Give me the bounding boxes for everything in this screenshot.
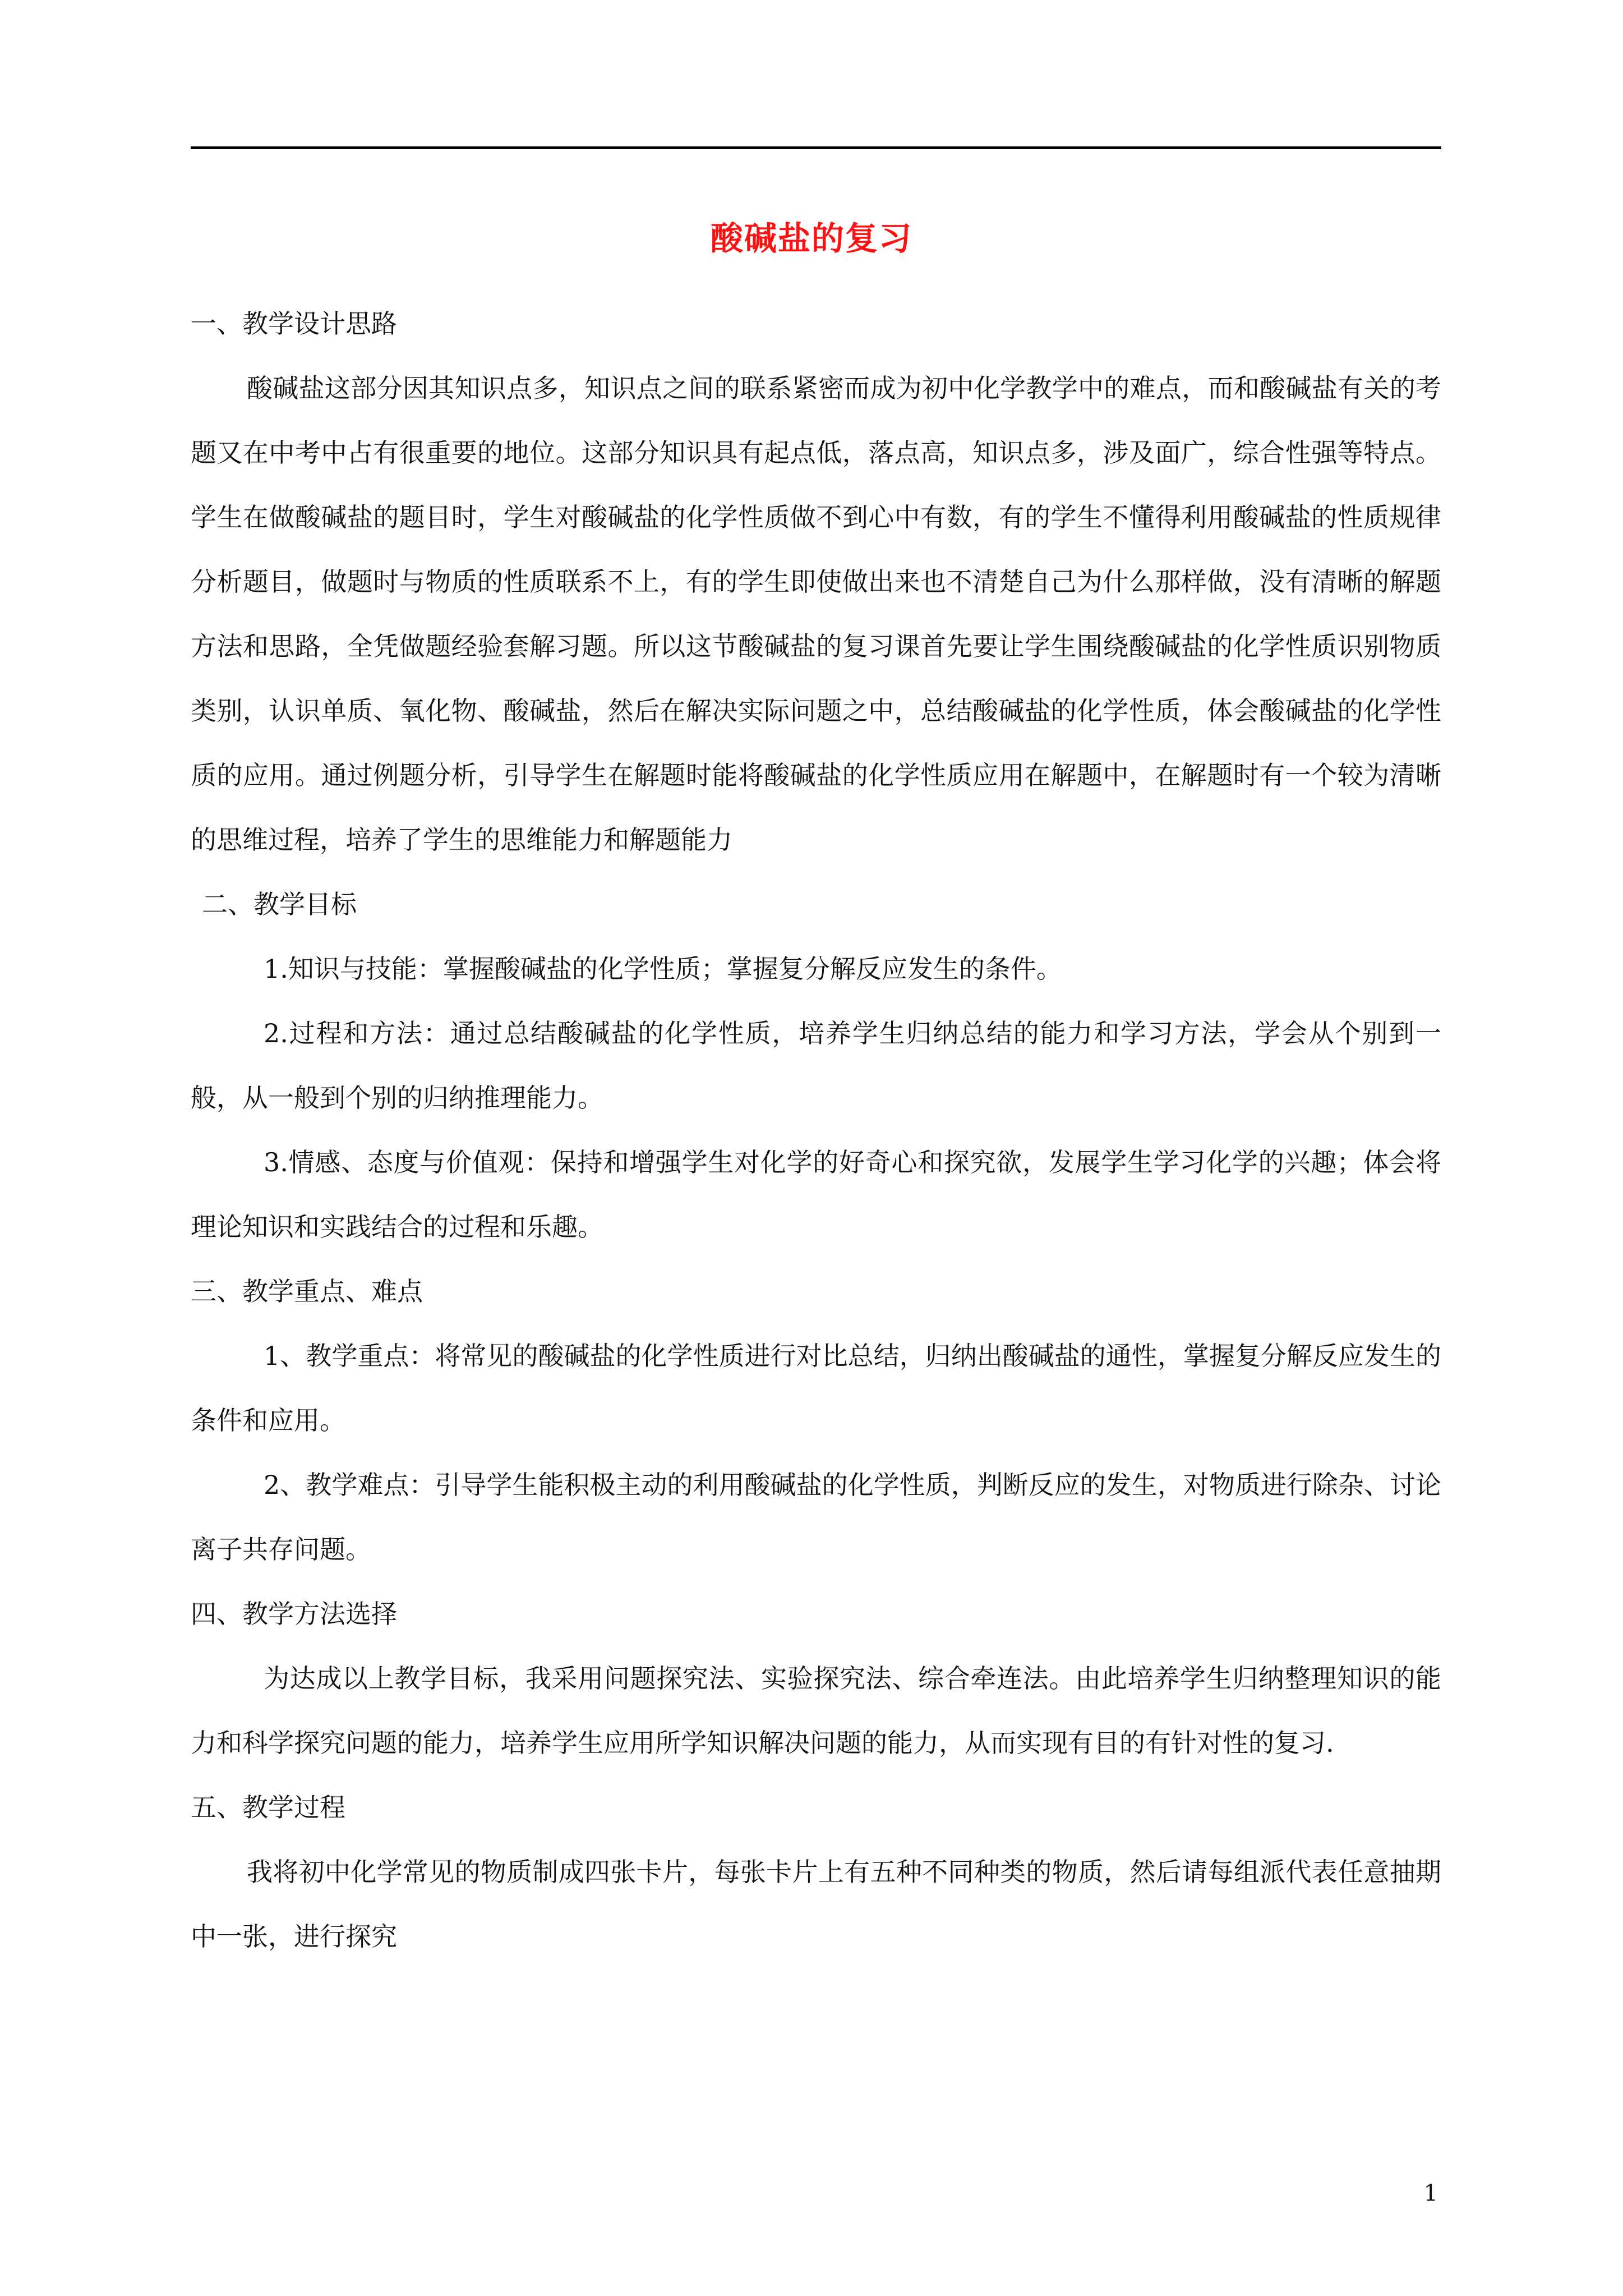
section-teaching-methods <box>191 1582 1441 1775</box>
section-teaching-goals <box>191 872 1441 1259</box>
section-heading: 一、教学设计思路 <box>191 309 397 339</box>
section-heading: 四、教学方法选择 <box>191 1599 397 1629</box>
paragraph: 3.情感、态度与价值观：保持和增强学生对化学的好奇心和探究欲，发展学生学习化学的兴趣；体会将理论知识和实践结合的过程和乐趣。 <box>191 1147 1441 1242</box>
document-body <box>191 292 1441 1969</box>
paragraph: 2、教学难点：引导学生能积极主动的利用酸碱盐的化学性质，判断反应的发生，对物质进行除杂、讨论离子共存问题。 <box>191 1470 1441 1565</box>
paragraph: 1.知识与技能：掌握酸碱盐的化学性质；掌握复分解反应发生的条件。 <box>264 954 1062 984</box>
paragraph: 为达成以上教学目标，我采用问题探究法、实验探究法、综合牵连法。由此培养学生归纳整理知识的能力和科学探究问题的能力，培养学生应用所学知识解决问题的能力，从而实现有目的有针对性的复习. <box>191 1663 1441 1758</box>
document-title: 酸碱盐的复习 <box>710 219 912 257</box>
section-heading: 五、教学过程 <box>191 1792 345 1823</box>
paragraph: 酸碱盐这部分因其知识点多，知识点之间的联系紧密而成为初中化学教学中的难点，而和酸碱盐有关的考题又在中考中占有很重要的地位。这部分知识具有起点低，落点高，知识点多，涉及面广，综合性强等特点。学生在做酸碱盐的题目时，学生对酸碱盐的化学性质做不到心中有数，有的学生不懂得利用酸碱盐的性质规律分析题目，做题时与物质的性质联系不上，有的学生即使做出来也不清楚自己为什么那样做，没有清晰的解题方法和思路，全凭做题经验套解习题。所以这节酸碱盐的复习课首先要让学生围绕酸碱盐的化学性质识别物质类别，认识单质、氧化物、酸碱盐，然后在解决实际问题之中，总结酸碱盐的化学性质，体会酸碱盐的化学性质的应用。通过例题分析，引导学生在解题时能将酸碱盐的化学性质应用在解题中，在解题时有一个较为清晰的思维过程，培养了学生的思维能力和解题能力 <box>191 373 1441 855</box>
section-key-points <box>191 1259 1441 1582</box>
paragraph: 2.过程和方法：通过总结酸碱盐的化学性质，培养学生归纳总结的能力和学习方法，学会从个别到一般，从一般到个别的归纳推理能力。 <box>191 1018 1441 1113</box>
paragraph: 我将初中化学常见的物质制成四张卡片，每张卡片上有五种不同种类的物质，然后请每组派代表任意抽期中一张，进行探究 <box>191 1857 1441 1952</box>
section-teaching-process <box>191 1775 1441 1969</box>
paragraph: 1、教学重点：将常见的酸碱盐的化学性质进行对比总结，归纳出酸碱盐的通性，掌握复分解反应发生的条件和应用。 <box>191 1341 1441 1435</box>
page-number: 1 <box>1423 2180 1438 2206</box>
section-heading: 三、教学重点、难点 <box>191 1276 423 1306</box>
header-rule <box>191 146 1441 149</box>
section-heading: 二、教学目标 <box>202 889 357 919</box>
section-design-approach <box>191 292 1441 872</box>
